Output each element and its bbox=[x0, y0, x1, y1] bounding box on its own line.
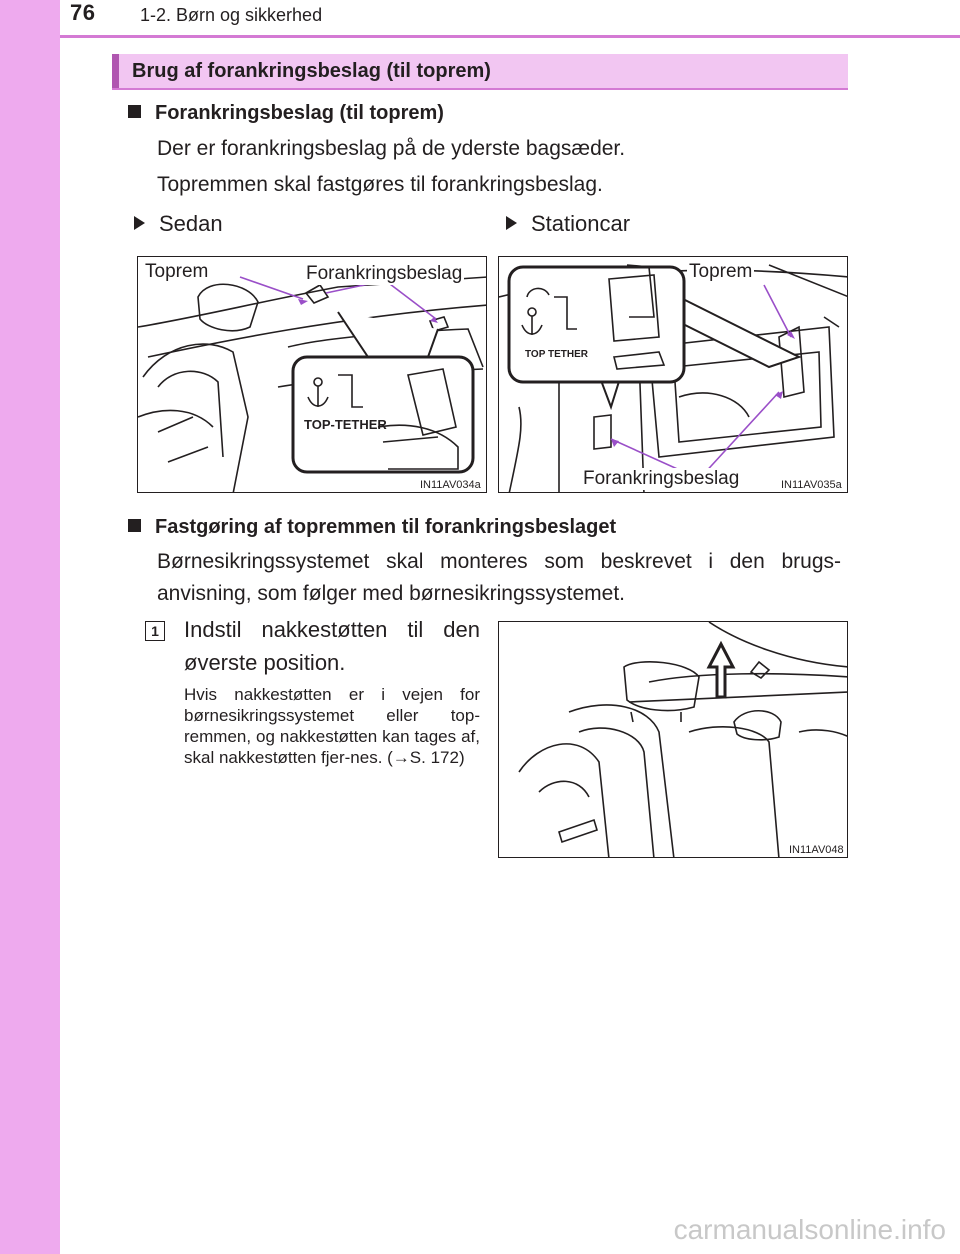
paragraph-anchor-location: Der er forankringsbeslag på de yderste bagsæder. bbox=[157, 137, 626, 160]
figure-stationcar bbox=[498, 256, 848, 493]
section-title: Brug af forankringsbeslag (til toprem) bbox=[132, 60, 491, 82]
label-toprem: Toprem bbox=[145, 261, 209, 282]
figure-sedan bbox=[137, 256, 487, 493]
figure-code: IN11AV035a bbox=[781, 479, 842, 491]
header-rule bbox=[60, 35, 960, 38]
sedan-illustration bbox=[138, 257, 487, 493]
square-bullet-icon bbox=[128, 105, 141, 118]
paragraph-install-instructions: Børnesikringssystemet skal monteres som beskrevet i den brugs-anvisning, som følger med børnesikringssystemet. bbox=[157, 550, 841, 605]
heading-text: Fastgøring af topremmen til forankringsbeslaget bbox=[155, 516, 617, 538]
banner-underline bbox=[112, 88, 848, 90]
top-tether-tag: TOP-TETHER bbox=[304, 417, 387, 432]
side-tab bbox=[0, 0, 60, 1254]
chapter-title: 1-2. Børn og sikkerhed bbox=[140, 5, 323, 25]
square-bullet-icon bbox=[128, 519, 141, 532]
heading-anchor-bracket bbox=[128, 102, 444, 125]
label-forankringsbeslag: Forankringsbeslag bbox=[583, 468, 740, 489]
label-forankringsbeslag: Forankringsbeslag bbox=[306, 263, 463, 284]
step-text: Indstil nakkestøtten til den øverste position. bbox=[184, 617, 480, 675]
figure-headrest bbox=[498, 621, 848, 858]
section-banner bbox=[112, 54, 848, 88]
step-number: 1 bbox=[145, 621, 165, 641]
watermark: carmanualsonline.info bbox=[673, 1214, 946, 1245]
variant-stationcar: Stationcar bbox=[506, 211, 630, 237]
triangle-bullet-icon bbox=[506, 216, 517, 230]
paragraph-strap-attach: Topremmen skal fastgøres til forankringsbeslag. bbox=[157, 173, 603, 196]
heading-text: Forankringsbeslag (til toprem) bbox=[155, 102, 444, 124]
step-note: Hvis nakkestøtten er i vejen for børnesikringssystemet eller top-remmen, og nakkestøtten kan tages af, skal nakkestøtten fjer-nes. (→S. 172) bbox=[184, 685, 480, 767]
heading-attach-strap bbox=[128, 516, 616, 539]
page-number: 76 bbox=[70, 0, 96, 25]
triangle-bullet-icon bbox=[134, 216, 145, 230]
headrest-illustration bbox=[499, 622, 848, 858]
banner-bar bbox=[112, 54, 119, 88]
figure-code: IN11AV034a bbox=[420, 479, 481, 491]
top-tether-tag: TOP TETHER bbox=[525, 349, 588, 360]
label-toprem: Toprem bbox=[689, 261, 753, 282]
stationcar-illustration bbox=[499, 257, 848, 493]
variant-sedan: Sedan bbox=[134, 211, 223, 237]
figure-code: IN11AV048 bbox=[789, 844, 844, 856]
